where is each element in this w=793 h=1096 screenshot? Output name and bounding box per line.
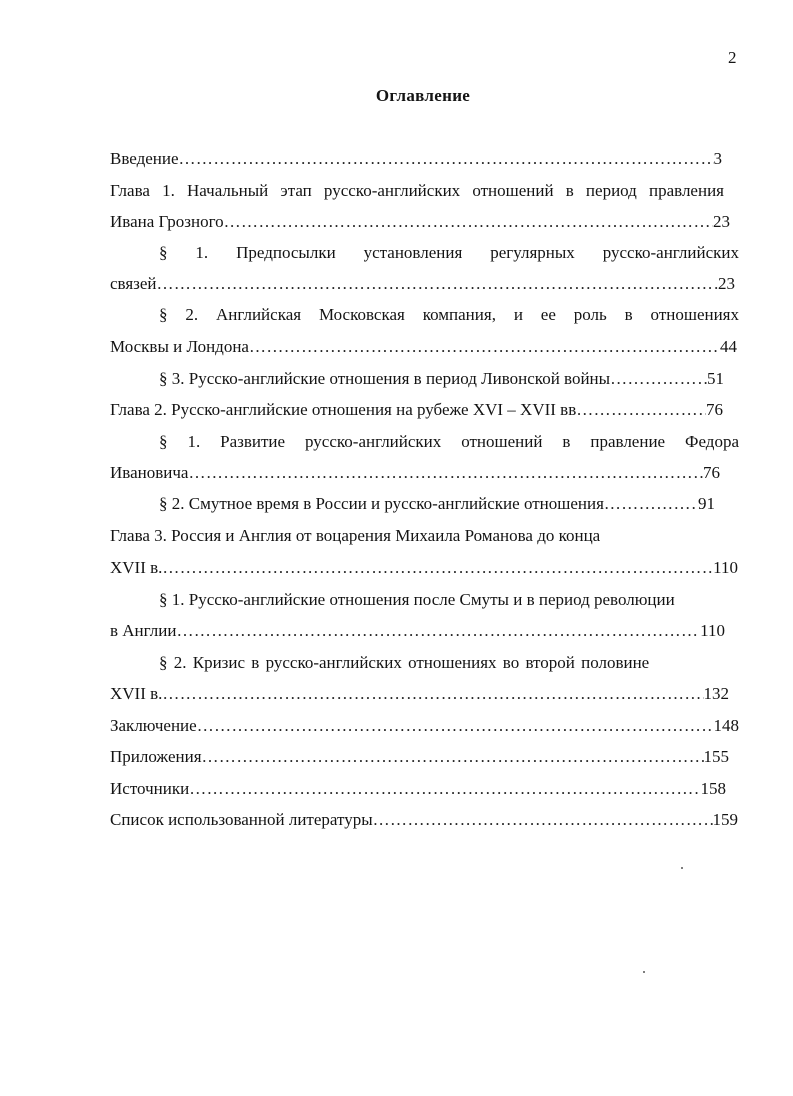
toc-entry-page: 3 xyxy=(713,149,722,168)
toc-entry-section-3-1[interactable]: § 1. Русско-английские отношения после Смуты и в период революции xyxy=(159,590,675,609)
toc-entry-page: 51 xyxy=(707,369,724,388)
toc-entry-label: связей xyxy=(110,274,157,293)
toc-entry-section-1-1[interactable]: § 1. Предпосылки установления регулярных русско-английских xyxy=(159,243,739,262)
toc-entry-section-1-2-cont[interactable] xyxy=(110,336,737,358)
scan-speck xyxy=(681,867,683,869)
toc-entry-label: в Англии xyxy=(110,621,177,640)
toc-leader-dots xyxy=(202,746,704,768)
toc-entry-label: XVII в. xyxy=(110,684,163,703)
toc-leader-dots xyxy=(610,368,707,390)
toc-entry-label: Список использованной литературы xyxy=(110,810,373,829)
toc-entry-page: 110 xyxy=(700,621,725,640)
toc-title: Оглавление xyxy=(375,86,471,105)
toc-entry-label: Заключение xyxy=(110,716,197,735)
toc-entry-page: 155 xyxy=(703,747,729,766)
toc-leader-dots xyxy=(189,778,700,800)
toc-entry-section-1-2[interactable]: § 2. Английская Московская компания, и ее роль в отношениях xyxy=(159,305,739,324)
toc-leader-dots xyxy=(197,715,714,737)
toc-entry-chapter-1-cont[interactable] xyxy=(110,211,730,233)
toc-entry-label: § 3. Русско-английские отношения в период Ливонской войны xyxy=(159,369,611,388)
toc-entry-page: 23 xyxy=(718,274,735,293)
toc-entry-section-3-1-cont[interactable] xyxy=(110,620,725,642)
toc-entry-page: 148 xyxy=(713,716,739,735)
toc-leader-dots xyxy=(224,211,713,233)
toc-entry-label: Введение xyxy=(110,149,179,168)
toc-entry-section-2-1-cont[interactable] xyxy=(110,462,720,484)
toc-leader-dots xyxy=(604,493,698,515)
page-number: 2 xyxy=(728,48,737,67)
toc-entry-literature[interactable] xyxy=(110,809,738,831)
toc-leader-dots xyxy=(179,148,714,170)
toc-entry-intro[interactable] xyxy=(110,148,722,170)
toc-entry-label: Глава 2. Русско-английские отношения на рубеже XVI – XVII вв xyxy=(110,400,577,419)
toc-entry-chapter-3-cont[interactable] xyxy=(110,557,738,579)
toc-leader-dots xyxy=(576,399,706,421)
scan-speck xyxy=(643,971,645,973)
toc-entry-chapter-1[interactable]: Глава 1. Начальный этап русско-английских отношений в период правления xyxy=(110,181,724,200)
toc-entry-section-3-2[interactable]: § 2. Кризис в русско-английских отношениях во второй половине xyxy=(159,653,650,672)
toc-leader-dots xyxy=(188,462,703,484)
toc-entry-label: § 2. Смутное время в России и русско-английские отношения xyxy=(159,494,604,513)
toc-entry-label: Источники xyxy=(110,779,190,798)
toc-leader-dots xyxy=(157,273,718,295)
toc-entry-page: 91 xyxy=(698,494,715,513)
toc-entry-page: 23 xyxy=(713,212,730,231)
toc-entry-page: 44 xyxy=(720,337,737,356)
toc-leader-dots xyxy=(373,809,713,831)
toc-entry-label: Москвы и Лондона xyxy=(110,337,249,356)
toc-entry-chapter-3[interactable]: Глава 3. Россия и Англия от воцарения Михаила Романова до конца xyxy=(110,526,601,545)
toc-entry-label: Ивана Грозного xyxy=(110,212,224,231)
toc-entry-label: Ивановича xyxy=(110,463,189,482)
toc-entry-label: Приложения xyxy=(110,747,202,766)
toc-entry-appendices[interactable] xyxy=(110,746,729,768)
toc-entry-page: 159 xyxy=(712,810,738,829)
toc-leader-dots xyxy=(176,620,700,642)
toc-entry-page: 110 xyxy=(713,558,738,577)
toc-entry-section-3-2-cont[interactable] xyxy=(110,683,729,705)
toc-entry-label: XVII в. xyxy=(110,558,163,577)
toc-leader-dots xyxy=(162,683,703,705)
toc-entry-page: 76 xyxy=(703,463,720,482)
toc-entry-sources[interactable] xyxy=(110,778,726,800)
toc-leader-dots xyxy=(249,336,720,358)
toc-entry-page: 158 xyxy=(700,779,726,798)
toc-leader-dots xyxy=(162,557,713,579)
toc-entry-chapter-2[interactable] xyxy=(110,399,723,421)
toc-entry-section-1-3[interactable] xyxy=(159,368,724,390)
toc-entry-section-2-1[interactable]: § 1. Развитие русско-английских отношений в правление Федора xyxy=(159,432,739,451)
toc-entry-section-1-1-cont[interactable] xyxy=(110,273,735,295)
toc-entry-section-2-2[interactable] xyxy=(159,493,715,515)
toc-entry-page: 76 xyxy=(706,400,723,419)
toc-entry-page: 132 xyxy=(703,684,729,703)
toc-entry-conclusion[interactable] xyxy=(110,715,739,737)
